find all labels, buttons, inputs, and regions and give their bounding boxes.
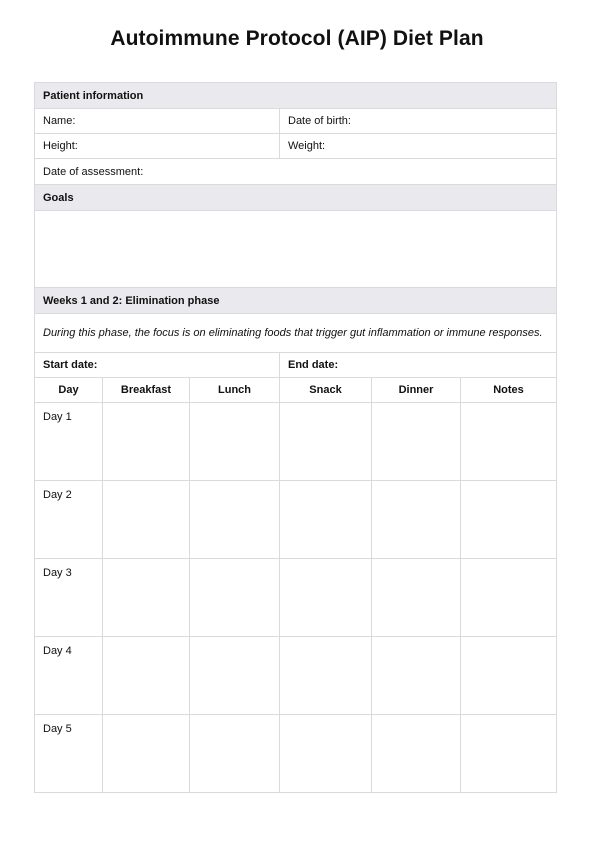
page-title: Autoimmune Protocol (AIP) Diet Plan xyxy=(110,27,484,50)
day-label: Day 3 xyxy=(35,559,103,637)
dinner-cell[interactable] xyxy=(372,637,461,715)
notes-cell[interactable] xyxy=(461,403,557,481)
lunch-cell[interactable] xyxy=(190,481,280,559)
phase-description: During this phase, the focus is on eliminating foods that trigger gut inflammation or immune responses. xyxy=(35,314,557,353)
table-row xyxy=(35,559,557,637)
meal-table-header-row xyxy=(35,378,557,403)
lunch-cell[interactable] xyxy=(190,403,280,481)
dinner-cell[interactable] xyxy=(372,403,461,481)
column-header-dinner: Dinner xyxy=(372,378,461,403)
phase-description-row xyxy=(35,314,557,353)
phase-header: Weeks 1 and 2: Elimination phase xyxy=(35,288,557,314)
table-row xyxy=(35,403,557,481)
lunch-cell[interactable] xyxy=(190,637,280,715)
column-header-snack: Snack xyxy=(280,378,372,403)
breakfast-cell[interactable] xyxy=(103,559,190,637)
notes-cell[interactable] xyxy=(461,559,557,637)
phase-dates-row xyxy=(35,353,557,378)
dob-field[interactable]: Date of birth: xyxy=(280,109,557,134)
assessment-row xyxy=(35,159,557,185)
notes-cell[interactable] xyxy=(461,481,557,559)
table-row xyxy=(35,637,557,715)
patient-info-header: Patient information xyxy=(35,83,557,109)
day-label: Day 5 xyxy=(35,715,103,793)
goals-input-area[interactable] xyxy=(35,211,557,288)
table-row xyxy=(35,481,557,559)
snack-cell[interactable] xyxy=(280,715,372,793)
column-header-breakfast: Breakfast xyxy=(103,378,190,403)
goals-header-row xyxy=(35,185,557,211)
snack-cell[interactable] xyxy=(280,481,372,559)
notes-cell[interactable] xyxy=(461,715,557,793)
breakfast-cell[interactable] xyxy=(103,715,190,793)
snack-cell[interactable] xyxy=(280,559,372,637)
lunch-cell[interactable] xyxy=(190,559,280,637)
end-date-field[interactable]: End date: xyxy=(280,353,557,378)
breakfast-cell[interactable] xyxy=(103,481,190,559)
column-header-day: Day xyxy=(35,378,103,403)
height-field[interactable]: Height: xyxy=(35,134,280,159)
weight-field[interactable]: Weight: xyxy=(280,134,557,159)
breakfast-cell[interactable] xyxy=(103,637,190,715)
snack-cell[interactable] xyxy=(280,637,372,715)
table-row xyxy=(35,715,557,793)
snack-cell[interactable] xyxy=(280,403,372,481)
lunch-cell[interactable] xyxy=(190,715,280,793)
dinner-cell[interactable] xyxy=(372,715,461,793)
day-label: Day 4 xyxy=(35,637,103,715)
assessment-date-field[interactable]: Date of assessment: xyxy=(35,159,557,185)
dinner-cell[interactable] xyxy=(372,559,461,637)
goals-row xyxy=(35,211,557,288)
name-field[interactable]: Name: xyxy=(35,109,280,134)
notes-cell[interactable] xyxy=(461,637,557,715)
name-dob-row xyxy=(35,109,557,134)
goals-header: Goals xyxy=(35,185,557,211)
day-label: Day 2 xyxy=(35,481,103,559)
day-label: Day 1 xyxy=(35,403,103,481)
column-header-notes: Notes xyxy=(461,378,557,403)
breakfast-cell[interactable] xyxy=(103,403,190,481)
patient-info-header-row xyxy=(35,83,557,109)
dinner-cell[interactable] xyxy=(372,481,461,559)
height-weight-row xyxy=(35,134,557,159)
column-header-lunch: Lunch xyxy=(190,378,280,403)
start-date-field[interactable]: Start date: xyxy=(35,353,280,378)
phase-header-row xyxy=(35,288,557,314)
diet-plan-form xyxy=(34,82,557,793)
